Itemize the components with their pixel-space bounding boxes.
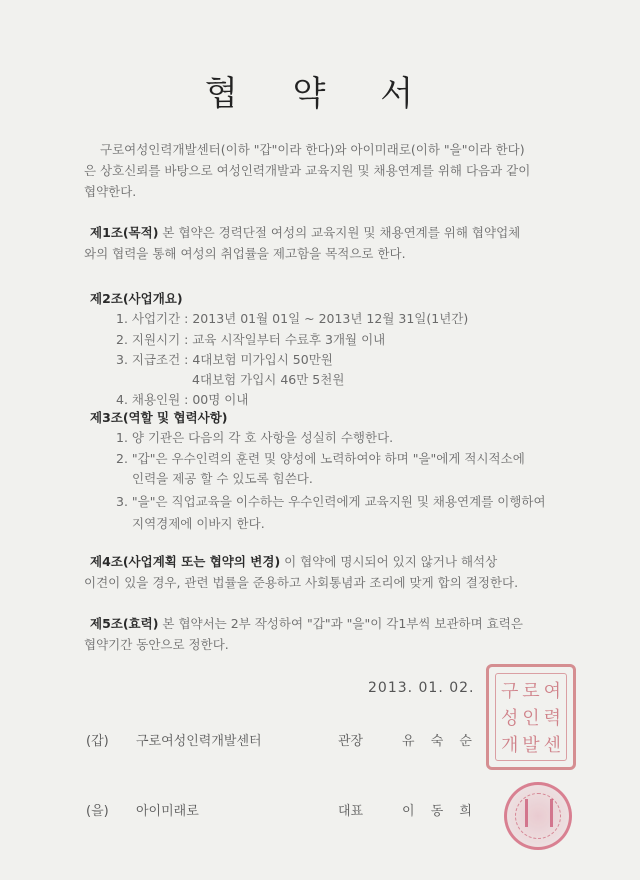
article-1-text: 와의 협력을 통해 여성의 취업률을 제고함을 목적으로 한다. bbox=[84, 246, 406, 261]
article-2-item: 3. 지급조건 : 4대보험 미가입시 50만원 bbox=[116, 352, 333, 367]
article-4-text: 이견이 있을 경우, 관련 법률을 준용하고 사회통념과 조리에 맞게 합의 결정한다. bbox=[84, 575, 519, 590]
article-4-text: 이 협약에 명시되어 있지 않거나 해석상 bbox=[280, 554, 498, 569]
party-b-org: 아이미래로 bbox=[136, 804, 199, 819]
article-2-item: 4대보험 가입시 46만 5천원 bbox=[192, 372, 345, 387]
article-5 bbox=[90, 614, 523, 633]
article-5-text: 협약기간 동안으로 정한다. bbox=[84, 637, 229, 652]
party-a-title: 관장 bbox=[338, 734, 364, 749]
party-b-label: (을) bbox=[86, 804, 109, 819]
article-3-item: 2. "갑"은 우수인력의 훈련 및 양성에 노력하여야 하며 "을"에게 적시적소에 bbox=[116, 451, 525, 466]
article-2-item: 1. 사업기간 : 2013년 01월 01일 ~ 2013년 12월 31일(1년간) bbox=[116, 311, 469, 326]
article-3-item: 인력을 제공 할 수 있도록 힘쓴다. bbox=[132, 471, 313, 486]
personal-seal bbox=[504, 782, 572, 850]
intro-line: 구로여성인력개발센터(이하 "갑"이라 한다)와 아이미래로(이하 "을"이라 한다) bbox=[100, 142, 525, 157]
article-1-text: 본 협약은 경력단절 여성의 교육지원 및 채용연계를 위해 협약업체 bbox=[158, 225, 521, 240]
article-2-item: 4. 채용인원 : 00명 이내 bbox=[116, 392, 249, 407]
article-1 bbox=[90, 223, 520, 242]
intro-line: 은 상호신뢰를 바탕으로 여성인력개발과 교육지원 및 채용연계를 위해 다음과 같이 bbox=[84, 163, 531, 178]
article-5-heading: 제5조(효력) bbox=[90, 616, 159, 631]
document-title: 협 약 서 bbox=[204, 74, 436, 114]
article-3-item: 1. 양 기관은 다음의 각 호 사항을 성실히 수행한다. bbox=[116, 430, 394, 445]
article-4-heading: 제4조(사업계획 또는 협약의 변경) bbox=[90, 554, 281, 569]
party-a-org: 구로여성인력개발센터 bbox=[136, 734, 262, 749]
organization-seal: 구 로 여 성 인 력 개 발 센 bbox=[486, 664, 576, 770]
article-4 bbox=[90, 552, 497, 571]
agreement-date: 2013. 01. 02. bbox=[368, 680, 475, 696]
party-a-label: (갑) bbox=[86, 734, 109, 749]
article-3-item: 지역경제에 이바지 한다. bbox=[132, 516, 265, 531]
party-b-title: 대표 bbox=[338, 804, 364, 819]
article-5-text: 본 협약서는 2부 작성하여 "갑"과 "을"이 각1부씩 보관하며 효력은 bbox=[158, 616, 523, 631]
article-2-heading: 제2조(사업개요) bbox=[90, 291, 183, 306]
party-a-name: 유 숙 순 bbox=[402, 734, 478, 749]
article-2-item: 2. 지원시기 : 교육 시작일부터 수료후 3개월 이내 bbox=[116, 332, 386, 347]
intro-line: 협약한다. bbox=[84, 184, 137, 199]
article-3-item: 3. "을"은 직업교육을 이수하는 우수인력에게 교육지원 및 채용연계를 이행하여 bbox=[116, 494, 546, 509]
article-3-heading: 제3조(역할 및 협력사항) bbox=[90, 410, 228, 425]
party-b-name: 이 동 희 bbox=[402, 804, 478, 819]
article-1-heading: 제1조(목적) bbox=[90, 225, 159, 240]
